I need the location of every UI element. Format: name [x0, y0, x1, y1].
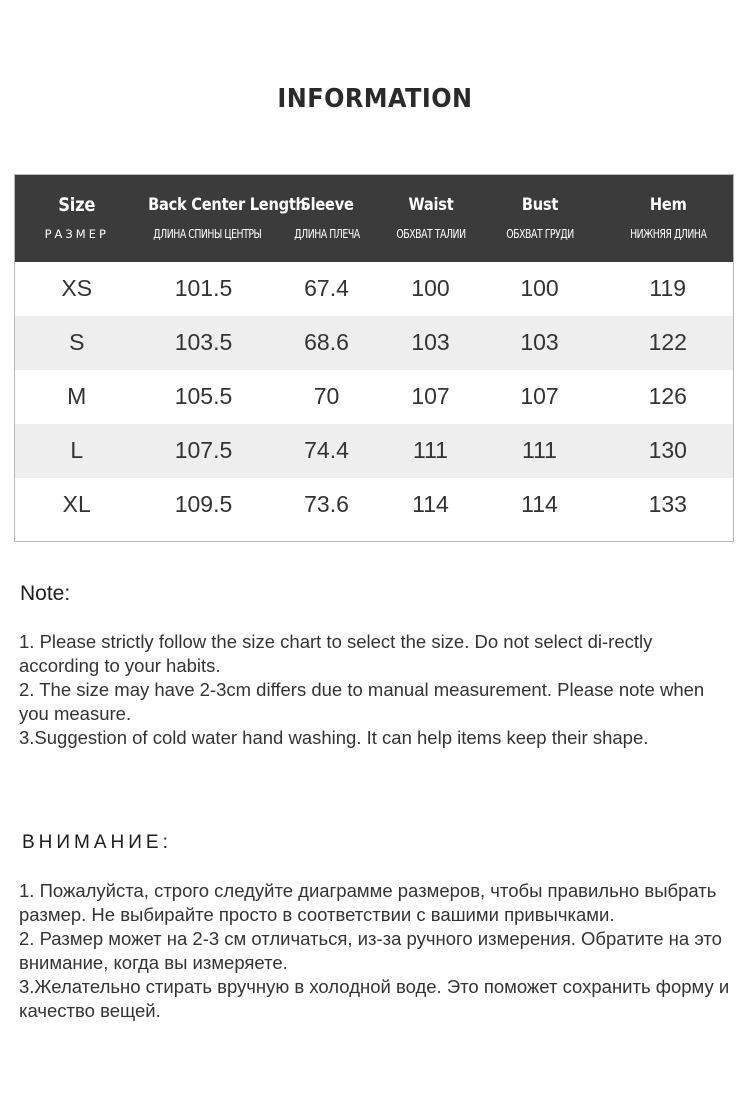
table-cell: 109.5 [174, 490, 233, 517]
table-header-row [15, 175, 734, 262]
table-cell: XL [62, 490, 91, 517]
english-notes [19, 630, 731, 750]
header-back-center-length [139, 175, 306, 262]
table-cell: 114 [412, 490, 449, 517]
table-cell: 119 [649, 275, 687, 301]
page-title: INFORMATION [277, 84, 473, 114]
table-cell: 74.4 [304, 437, 349, 463]
table-cell: 70 [313, 383, 340, 409]
table-cell: XS [61, 275, 93, 301]
header-sleeve-en: Sleeve [299, 195, 354, 216]
table-cell: 67.4 [304, 275, 349, 301]
table-cell: 111 [522, 437, 557, 463]
header-back-center-length-ru: ДЛИНА СПИНЫ ЦЕНТРЫ [152, 227, 261, 242]
table-cell: 130 [648, 437, 687, 463]
table-cell: 111 [413, 437, 448, 463]
header-sleeve [269, 175, 385, 262]
ru-note-item-2: 2. Размер может на 2-3 см отличаться, из-за ручного измерения. Обратите на это внимание, когда вы измеряете. [19, 928, 722, 973]
note-item-2: 2. The size may have 2-3cm differs due to manual measurement. Please note when you measure. [19, 679, 705, 724]
ru-note-item-1: 1. Пожалуйста, строго следуйте диаграмме размеров, чтобы правильно выбрать размер. Не выбирайте просто в соответствии с вашими привычками. [19, 880, 717, 925]
header-back-center-length-en: Back Center Length [147, 195, 306, 216]
table-cell: 107 [411, 383, 450, 409]
table-row-s [15, 316, 734, 370]
note-heading: Note: [20, 582, 71, 605]
table-cell: 105.5 [174, 383, 233, 409]
table-cell: S [69, 329, 85, 355]
header-size-en: Size [58, 194, 96, 217]
table-row-xl [15, 478, 734, 542]
table-cell: 100 [520, 275, 559, 301]
russian-note-heading: ВНИМАНИЕ: [22, 832, 172, 853]
table-cell: 133 [648, 490, 687, 517]
table-row-l [15, 424, 734, 478]
header-size-ru: РАЗМЕР [44, 227, 109, 242]
header-sleeve-ru: ДЛИНА ПЛЕЧА [293, 227, 360, 242]
header-size [15, 175, 139, 262]
table-cell: 126 [648, 383, 687, 409]
russian-notes [19, 879, 731, 1023]
table-row-m [15, 370, 734, 424]
table-cell: 107 [520, 383, 559, 409]
table-cell: 122 [648, 329, 687, 355]
table-cell: 107.5 [174, 437, 233, 463]
table-cell: L [70, 437, 84, 463]
table-cell: 103 [411, 329, 450, 355]
header-bust-en: Bust [521, 195, 558, 216]
table-cell: 103.5 [174, 329, 233, 355]
note-item-3: 3.Suggestion of cold water hand washing. It can help items keep their shape. [19, 727, 649, 748]
table-cell: 100 [411, 275, 450, 301]
table-cell: 101.5 [174, 275, 233, 301]
size-chart-table [14, 174, 734, 542]
header-hem [603, 175, 734, 262]
header-waist-ru: ОБХВАТ ТАЛИИ [395, 227, 466, 242]
table-cell: M [67, 383, 87, 409]
ru-note-item-3: 3.Желательно стирать вручную в холодной воде. Это поможет сохранить форму и качество вещей. [19, 976, 730, 1021]
header-waist-en: Waist [408, 195, 453, 216]
table-cell: 73.6 [304, 490, 349, 517]
header-waist [385, 175, 477, 262]
note-item-1: 1. Please strictly follow the size chart to select the size. Do not select di-rectly according to your habits. [19, 631, 653, 676]
table-cell: 103 [520, 329, 559, 355]
table-row-xs [15, 262, 734, 316]
table-cell: 68.6 [304, 329, 349, 355]
header-bust [477, 175, 603, 262]
header-hem-en: Hem [649, 195, 687, 216]
header-hem-ru: НИЖНЯЯ ДЛИНА [629, 227, 706, 242]
table-cell: 114 [521, 490, 558, 517]
header-bust-ru: ОБХВАТ ГРУДИ [505, 227, 574, 242]
